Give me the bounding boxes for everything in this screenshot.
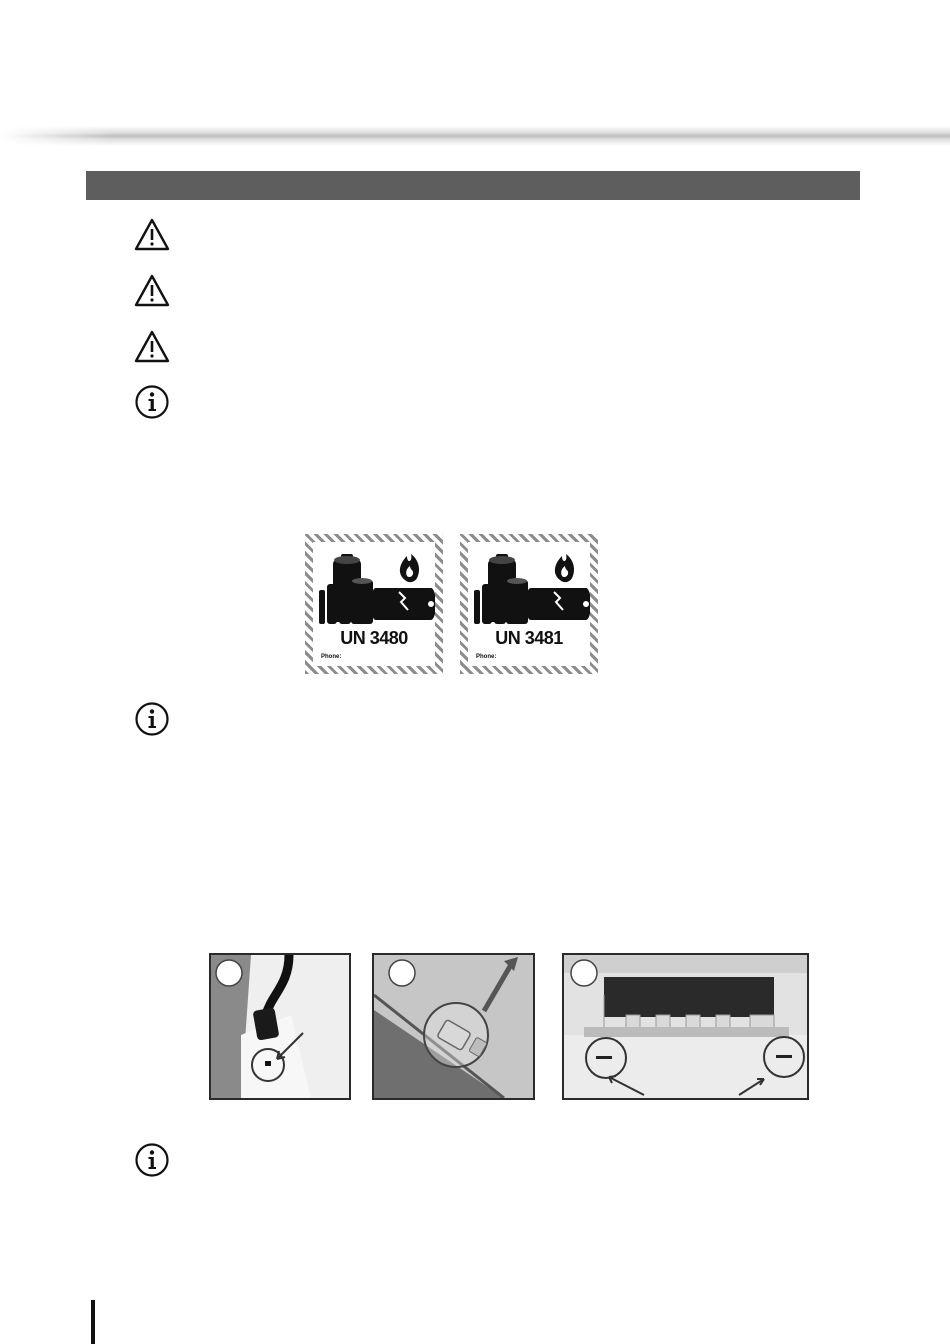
page-margin-bar xyxy=(91,1300,95,1344)
info-icon xyxy=(134,384,170,420)
section-header-bar xyxy=(86,171,860,200)
warning-triangle-icon xyxy=(134,217,170,253)
photo-battery-slot xyxy=(562,953,809,1100)
warning-triangle-icon xyxy=(134,329,170,365)
warning-triangle-icon xyxy=(134,273,170,309)
photo-cable-unplug xyxy=(209,953,351,1100)
info-icon xyxy=(134,701,170,737)
battery-label-un3481 xyxy=(460,534,598,674)
info-icon xyxy=(134,1142,170,1178)
header-rule xyxy=(0,126,950,146)
battery-label-un3480 xyxy=(305,534,443,674)
phone-label: Phone: xyxy=(321,654,342,660)
un-number: UN 3480 xyxy=(340,628,408,648)
un-number: UN 3481 xyxy=(495,628,563,648)
phone-label: Phone: xyxy=(476,654,497,660)
photo-clip-release xyxy=(372,953,535,1100)
